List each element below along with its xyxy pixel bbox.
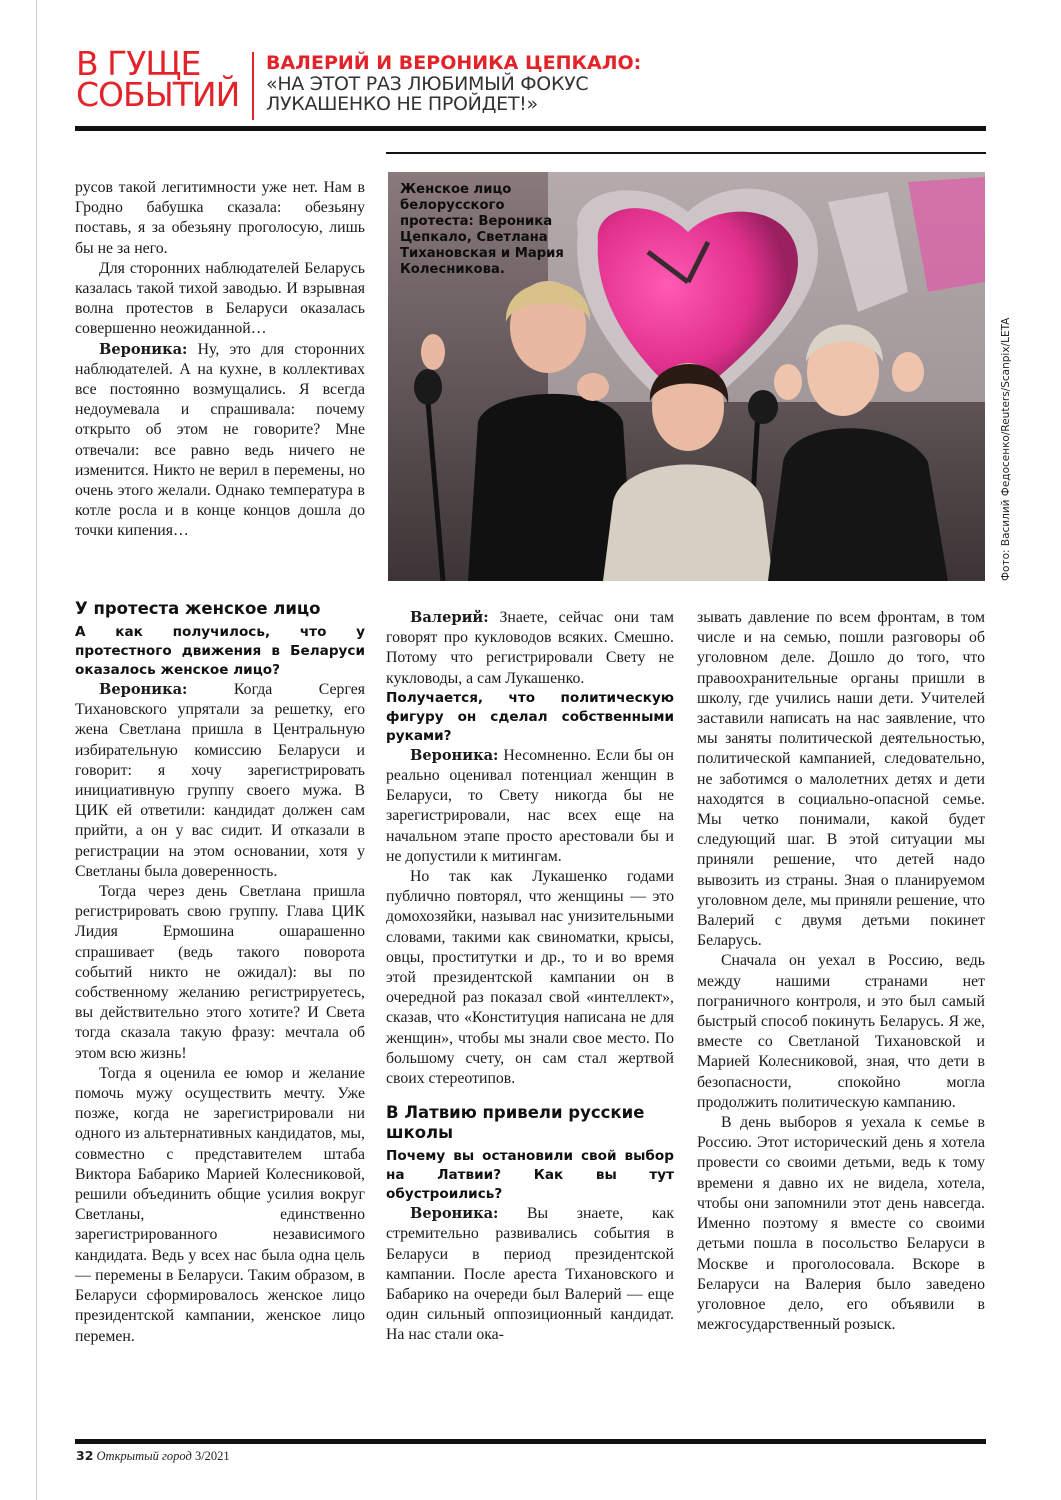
page-edge-line [36, 0, 37, 1500]
speaker-name: Вероника: [99, 681, 188, 698]
photo-credit [1000, 301, 1016, 581]
headline-quote-line2: ЛУКАШЕНКО НЕ ПРОЙДЕТ!» [266, 93, 538, 115]
page-footer [76, 1448, 230, 1464]
paragraph: Для сторонних наблюдателей Беларусь казалась такой тихой заводью. И взрывная волна протестов в Беларуси оказалась совершенно неожиданной… [75, 259, 365, 338]
paragraph-text: Знаете, сейчас они там говорят про кукловодов всяких. Смешно. Потому что регистрировали Свету не кукловоды, а сам Лукашенко. [386, 609, 674, 687]
speaker-name: Вероника: [410, 746, 499, 764]
column-1-top [75, 178, 365, 542]
paragraph [386, 746, 674, 867]
paragraph-text: Когда Сергея Тихановского упрятали за решетку, его жена Светлана пришла в Центральную избирательную комиссию Беларуси и говорит: я хочу зарегистрировать инициативную группу своего мужа. В ЦИК ей ответили: кандидат должен сам прийти, а он у вас сидит. И отказали в регистрации на этом основании, хотя у Светланы была доверенность. [75, 681, 365, 880]
bottom-rule [75, 1439, 986, 1444]
subheading: В Латвию привели русские школы [386, 1103, 645, 1143]
paragraph: зывать давление по всем фронтам, в том числе и на семью, пошли разговоры об уголовном деле. Дошло до того, что правоохранительные органы пришли в школу, где учились наши дети. Учителей заставили написать на нас заявление, что мы заняты политической деятельностью, политической кампанией, следовательно, не заботимся о малолетних детях и дети находятся в социально-опасной семье. Мы четко понимали, какой будет следующий шаг. В этой ситуации мы приняли решение, что детей надо вывозить из страны. Зная о планируемом уголовном деле, мы приняли решение, что Валерий с двумя детьми покинет Беларусь. [697, 609, 985, 950]
interview-question: А как получилось, что у протестного движения в Беларуси оказалось женское лицо? [75, 624, 365, 678]
interview-question: Почему вы остановили свой выбор на Латвии? Как вы тут обустроились? [386, 1148, 674, 1203]
paragraph-text: Вы знаете, как стремительно развивались события в Беларуси в период президентской кампании. После ареста Тихановского и Бабарико на очереди был Валерий — еще один сильный оппозиционный кандидат. На нас стали ока- [386, 1205, 674, 1344]
paragraph: русов такой легитимности уже нет. Нам в Гродно бабушка сказала: обезьяну поставь, я за обезьяну проголосую, лишь бы не за него. [75, 179, 365, 257]
paragraph: Тогда через день Светлана пришла регистрировать свою группу. Глава ЦИК Лидия Ермошина ошарашенно спрашивает (ведь такого поворота событий никто не ожидал): вы по собственному желанию регистрируетесь, вы действительно этого хотите? И Света тогда сказала такую фразу: мечтала об этом всю жизнь! [75, 883, 365, 1062]
headline-names: ВАЛЕРИЙ И ВЕРОНИКА ЦЕПКАЛО: [266, 52, 642, 74]
page-number: 32 [76, 1448, 94, 1463]
paragraph-text: Несомненно. Если бы он реально оценивал потенциал женщин в Беларуси, то Свету никогда бы не зарегистрировали, нас всех еще на начальном этапе просто арестовали бы и не допустили к митингам. [386, 746, 674, 865]
photo-top-rule [386, 152, 986, 154]
section-tag-line2: СОБЫТИЙ [76, 75, 240, 114]
paragraph [75, 340, 365, 542]
paragraph-text: Ну, это для сторонних наблюдателей. А на кухне, в коллективах все постоянно возмущались. Я всегда недоумевала и спрашивала: почему открыто об этом не говорите? Мне отвечали: все равно ведь ничего не изменится. Никто не верил в перемены, но очень этого желали. Однако температура в котле росла и в конце концов дошла до точки кипения… [75, 340, 365, 540]
paragraph: В день выборов я уехала к семье в Россию. Этот исторический день я хотела провести со своими детьми, ведь к тому времени я давно их не видела, хотела, чтобы они запомнили этот день навсегда. Именно поэтому я вместе со своими детьми пошла в посольство Беларуси в Москве и проголосовала. Вскоре в Беларуси на Валерия было заведено уголовное дело, его объявили в межгосударственный розыск. [697, 1114, 985, 1334]
paragraph [386, 608, 674, 689]
interview-question: Получается, что политическую фигуру он сделал собственными руками? [386, 689, 674, 744]
speaker-name: Вероника: [99, 340, 188, 358]
subheading: У протеста женское лицо [75, 599, 321, 618]
photo-caption: Женское лицо белорусского протеста: Вероника Цепкало, Светлана Тихановская и Мария Колесникова. [400, 182, 564, 277]
magazine-name: Открытый город [96, 1449, 192, 1463]
section-tag-line1: В ГУЩЕ [76, 44, 201, 83]
paragraph [386, 1204, 674, 1345]
paragraph: Тогда я оценила ее юмор и желание помочь мужу осуществить мечту. Уже позже, когда не зарегистрировали ни одного из альтернативных кандидатов, мы, совместно с представителем штаба Виктора Бабарико Марией Колесниковой, решили объединить общие усилия вокруг Светланы, единственно зарегистрированного независимого кандидата. Ведь у всех нас была одна цель — перемены в Беларуси. Таким образом, в Беларуси сформировалось женское лицо президентской кампании, женское лицо перемен. [75, 1064, 365, 1345]
headline [266, 52, 886, 114]
header-divider [252, 52, 254, 120]
paragraph: Но так как Лукашенко годами публично повторял, что женщины — это домохозяйки, называл нас унизительными словами, такими как свиноматки, крысы, овцы, проститутки и др., то и во время этой президентской кампании он в очередной раз показал свой «интеллект», сказав, что «Конституция написана не для женщин», чтобы мы знали свое место. По большому счету, он сам стал жертвой своих стереотипов. [386, 868, 674, 1088]
headline-quote-line1: «НА ЭТОТ РАЗ ЛЮБИМЫЙ ФОКУС [266, 73, 589, 95]
paragraph [75, 680, 365, 882]
speaker-name: Вероника: [410, 1205, 499, 1223]
article-photo [388, 172, 985, 581]
speaker-name: Валерий: [410, 609, 489, 626]
paragraph: Сначала он уехал в Россию, ведь между нашими странами нет пограничного контроля, и это был самый быстрый способ покинуть Беларусь. Я же, вместе со Светланой Тихановской и Марией Колесниковой, зная, что дети в безопасности, спокойно могла продолжить политическую кампанию. [697, 952, 985, 1111]
column-2 [386, 608, 674, 1346]
column-3 [697, 608, 985, 1335]
issue-number: 3/2021 [194, 1449, 230, 1463]
section-tag [76, 44, 246, 114]
column-1 [75, 599, 365, 1347]
photo-credit-text: Фото: Василий Федосенко/Reuters/Scanpix/LETA [1000, 317, 1012, 581]
top-rule [75, 126, 986, 131]
